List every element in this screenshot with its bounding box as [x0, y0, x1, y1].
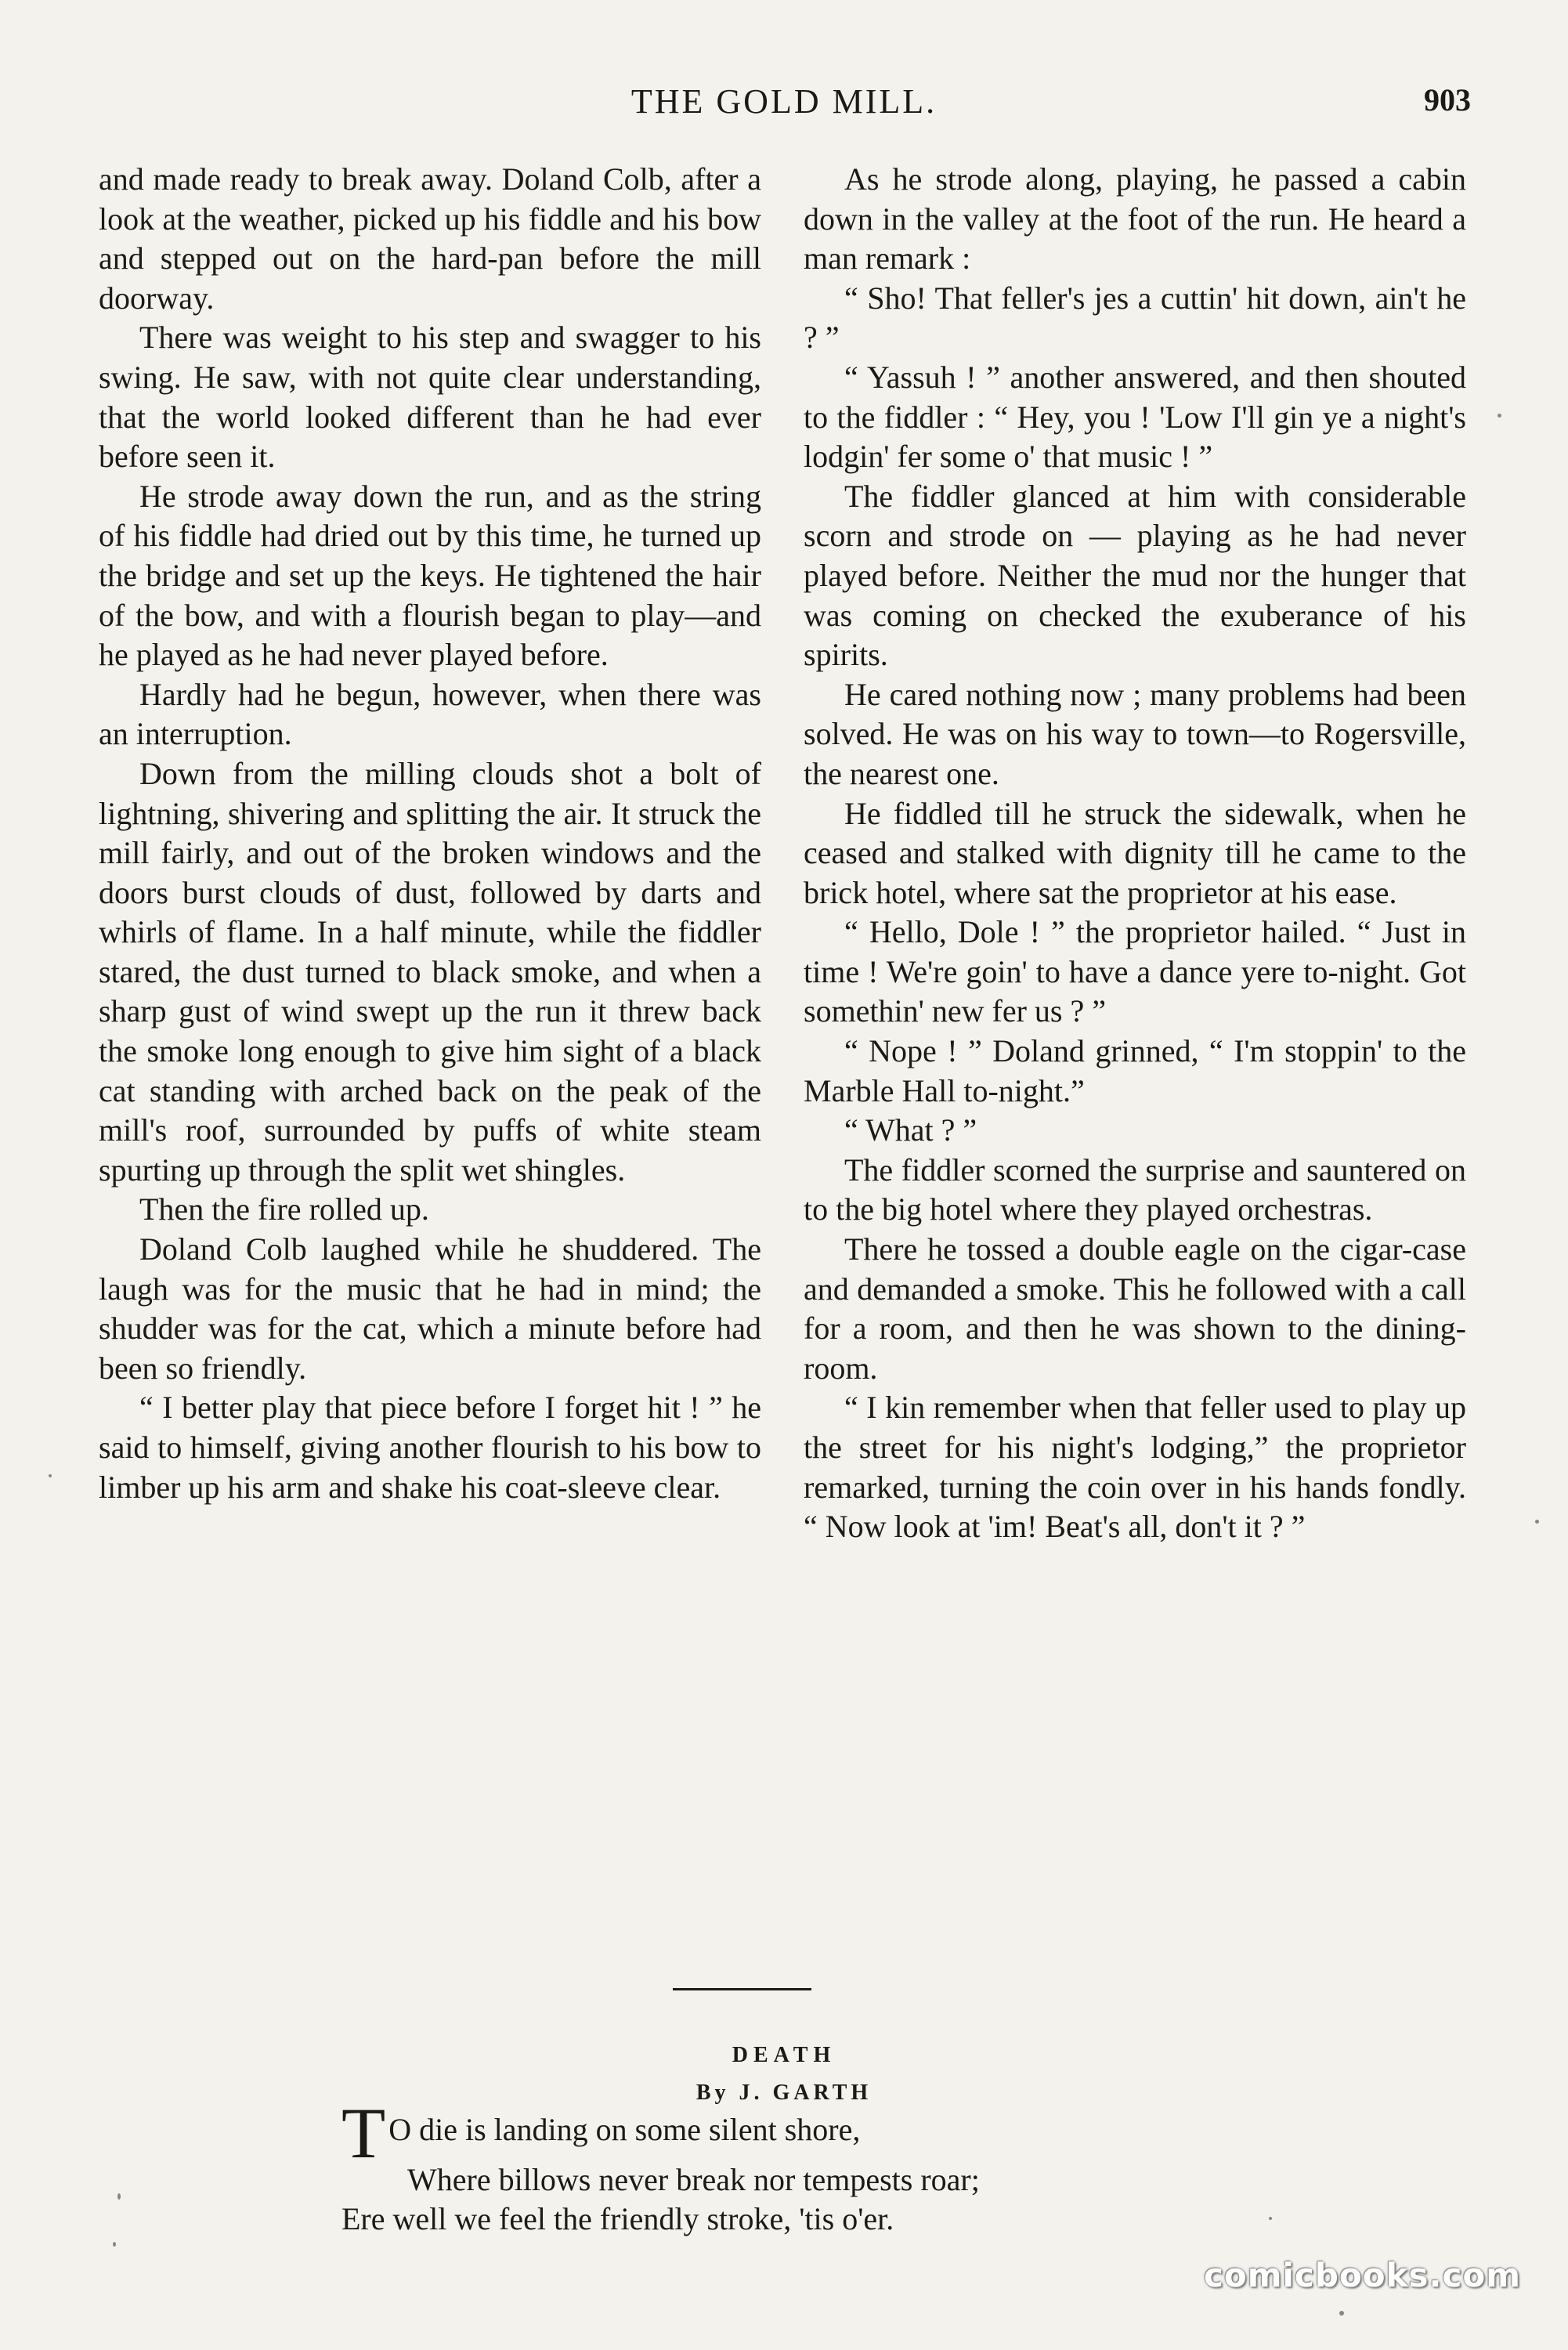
drop-cap: T: [341, 2093, 386, 2173]
print-speck: [1269, 2217, 1272, 2220]
paragraph: Down from the milling clouds shot a bolt of lightning, shivering and splitting the air. It struck the mill fairly, and out of the broken windows and the doors burst clouds of dust, followed by darts and whirls of flame. In a half minute, while the fiddler stared, the dust turned to black smoke, and when a sharp gust of wind swept up the run it threw back the smoke long enough to give him sight of a black cat standing with arched back on the peak of the mill's roof, surrounded by puffs of white steam spurting up through the split wet shingles.: [99, 755, 761, 1188]
print-speck: [113, 2242, 116, 2247]
watermark: comicbooks.com: [1204, 2256, 1521, 2294]
paragraph: “ Yassuh ! ” another answered, and then shouted to the fiddler : “ Hey, you ! 'Low I'll gin ye a night's lodgin' fer some o' that music ! ”: [804, 359, 1466, 475]
paragraph: There was weight to his step and swagger to his swing. He saw, with not quite clear understanding, that the world looked different than he had ever before seen it.: [99, 320, 761, 475]
poem-title: DEATH: [732, 2043, 836, 2067]
print-speck: [1535, 1520, 1539, 1524]
poem-byline: By J. GARTH: [695, 2081, 873, 2105]
paragraph: Then the fire rolled up.: [139, 1191, 429, 1227]
print-speck: [1498, 414, 1501, 418]
paragraph: Doland Colb laughed while he shuddered. The laugh was for the music that he had in mind; the shudder was for the cat, which a minute before had been so friendly.: [99, 1231, 761, 1386]
running-title: THE GOLD MILL.: [630, 82, 938, 121]
paragraph: “ What ? ”: [844, 1112, 977, 1148]
paragraph: He cared nothing now ; many problems had been solved. He was on his way to town—to Rogersville, the nearest one.: [804, 676, 1466, 791]
poem-line: Where billows never break nor tempests roar;: [407, 2162, 980, 2197]
paragraph: As he strode along, playing, he passed a cabin down in the valley at the foot of the run. He heard a man remark :: [804, 161, 1466, 277]
paragraph: He fiddled till he struck the sidewalk, when he ceased and stalked with dignity till he came to the brick hotel, where sat the proprietor at his ease.: [804, 795, 1466, 910]
right-column: [804, 160, 1466, 1547]
paragraph: “ Nope ! ” Doland grinned, “ I'm stoppin' to the Marble Hall to-night.”: [804, 1033, 1466, 1108]
paragraph: The fiddler glanced at him with considerable scorn and strode on — playing as he had never played before. Neither the mud nor the hunger that was coming on checked the exuberance of his spirits.: [804, 478, 1466, 673]
paragraph: There he tossed a double eagle on the cigar-case and demanded a smoke. This he followed with a call for a room, and then he was shown to the dining-room.: [804, 1231, 1466, 1386]
paragraph: “ I kin remember when that feller used to play up the street for his night's lodging,” the proprietor remarked, turning the coin over in his hands fondly. “ Now look at 'im! Beat's all, don't it ? ”: [804, 1390, 1466, 1545]
paragraph: The fiddler scorned the surprise and sauntered on to the big hotel where they played orchestras.: [804, 1152, 1466, 1227]
paragraph: “ I better play that piece before I forget hit ! ” he said to himself, giving another flourish to his bow to limber up his arm and shake his coat-sleeve clear.: [99, 1390, 761, 1505]
print-speck: [117, 2193, 121, 2200]
left-column: [99, 160, 761, 1507]
poem-line: Ere well we feel the friendly stroke, 'tis o'er.: [341, 2201, 894, 2236]
paragraph: “ Sho! That feller's jes a cuttin' hit down, ain't he ? ”: [804, 280, 1466, 356]
paragraph: and made ready to break away. Doland Colb, after a look at the weather, picked up his fiddle and his bow and stepped out on the hard-pan before the mill doorway.: [99, 161, 761, 316]
poem-line-text: O die is landing on some silent shore,: [388, 2112, 861, 2147]
paragraph: Hardly had he begun, however, when there was an interruption.: [99, 676, 761, 752]
section-divider: [673, 1988, 811, 1990]
paragraph: “ Hello, Dole ! ” the proprietor hailed. “ Just in time ! We're goin' to have a dance yere to-night. Got somethin' new fer us ? ”: [804, 914, 1466, 1029]
print-speck: [1339, 2311, 1344, 2316]
print-speck: [49, 1474, 52, 1477]
page-number: 903: [1424, 82, 1471, 118]
paragraph: He strode away down the run, and as the string of his fiddle had dried out by this time, he turned up the bridge and set up the keys. He tightened the hair of the bow, and with a flourish began to play—and he played as he had never played before.: [99, 478, 761, 673]
